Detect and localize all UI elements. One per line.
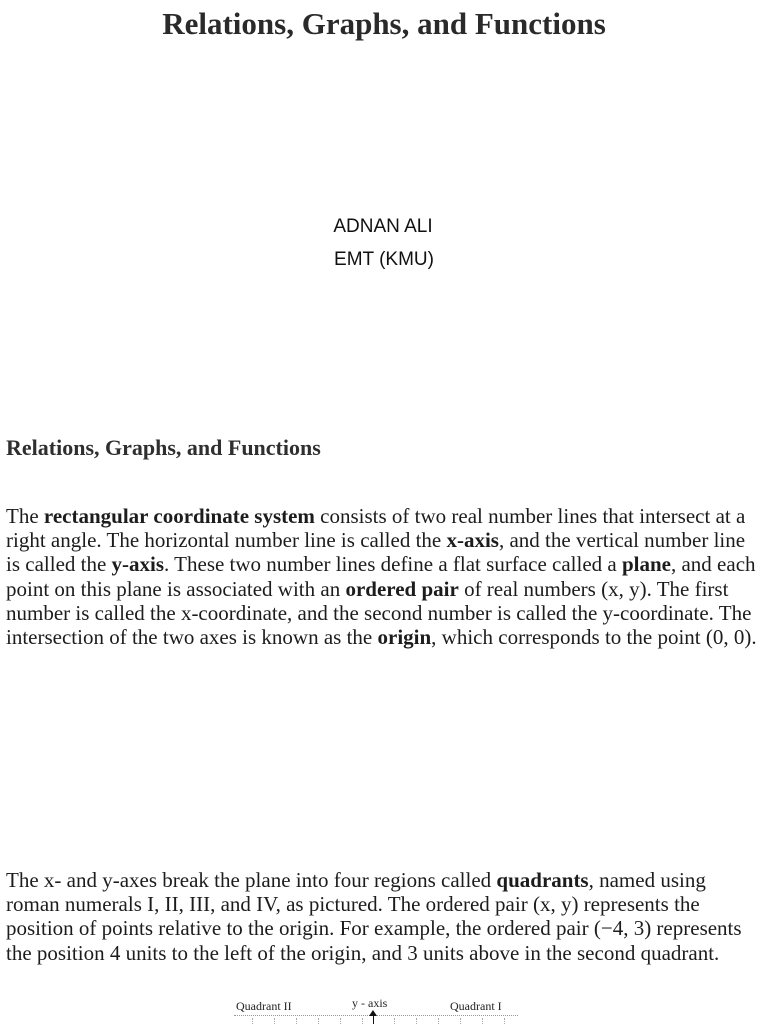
text-run: The [6,504,44,528]
text-run: , named using roman numerals I, II, III, and IV, as pictured. The ordered pair (x, y) represents the position of points relative to the origin. For example, the ordered pair (−4, 3) represents the position 4 units to the left of the origin, and 3 units above in the second quadrant. [6,868,742,965]
text-run: The x- and y-axes break the plane into four regions called [6,868,497,892]
section-heading: Relations, Graphs, and Functions [6,435,321,460]
term-quadrants: quadrants [496,868,589,892]
coordinate-system-paragraph [6,504,762,649]
term-origin: origin [377,625,432,650]
text-run: , which corresponds to the point (0, 0). [431,625,757,650]
quadrant-i-label: Quadrant I [450,999,502,1013]
term-ordered-pair: ordered pair [345,576,459,601]
grid-dotted-lines [234,1015,518,1024]
text-run: , and each point on this plane is associated with an [6,552,756,601]
text-run: . These two number lines define a flat surface called a [164,552,622,577]
term-rectangular-coordinate-system: rectangular coordinate system [43,504,315,528]
author-institution: EMT (KMU) [334,249,434,270]
text-run: consists of two real number lines that intersect at a right angle. The horizontal number line is called the [6,504,746,553]
quadrants-paragraph [6,868,762,965]
text-run: , and the vertical number line is called the [6,528,746,577]
y-axis-label: y - axis [352,996,388,1010]
term-plane: plane [621,552,671,577]
y-axis-line [373,1012,374,1024]
author-name: ADNAN ALI [333,216,433,237]
document-title: Relations, Graphs, and Functions [162,6,606,41]
quadrant-ii-label: Quadrant II [236,999,292,1013]
text-run: of real numbers (x, y). The first number is called the x-coordinate, and the second number is called the y-coordinate. The intersection of the two axes is known as the [6,576,752,650]
quadrant-figure [230,993,530,1024]
term-y-axis: y-axis [111,552,165,577]
term-x-axis: x-axis [446,528,499,553]
